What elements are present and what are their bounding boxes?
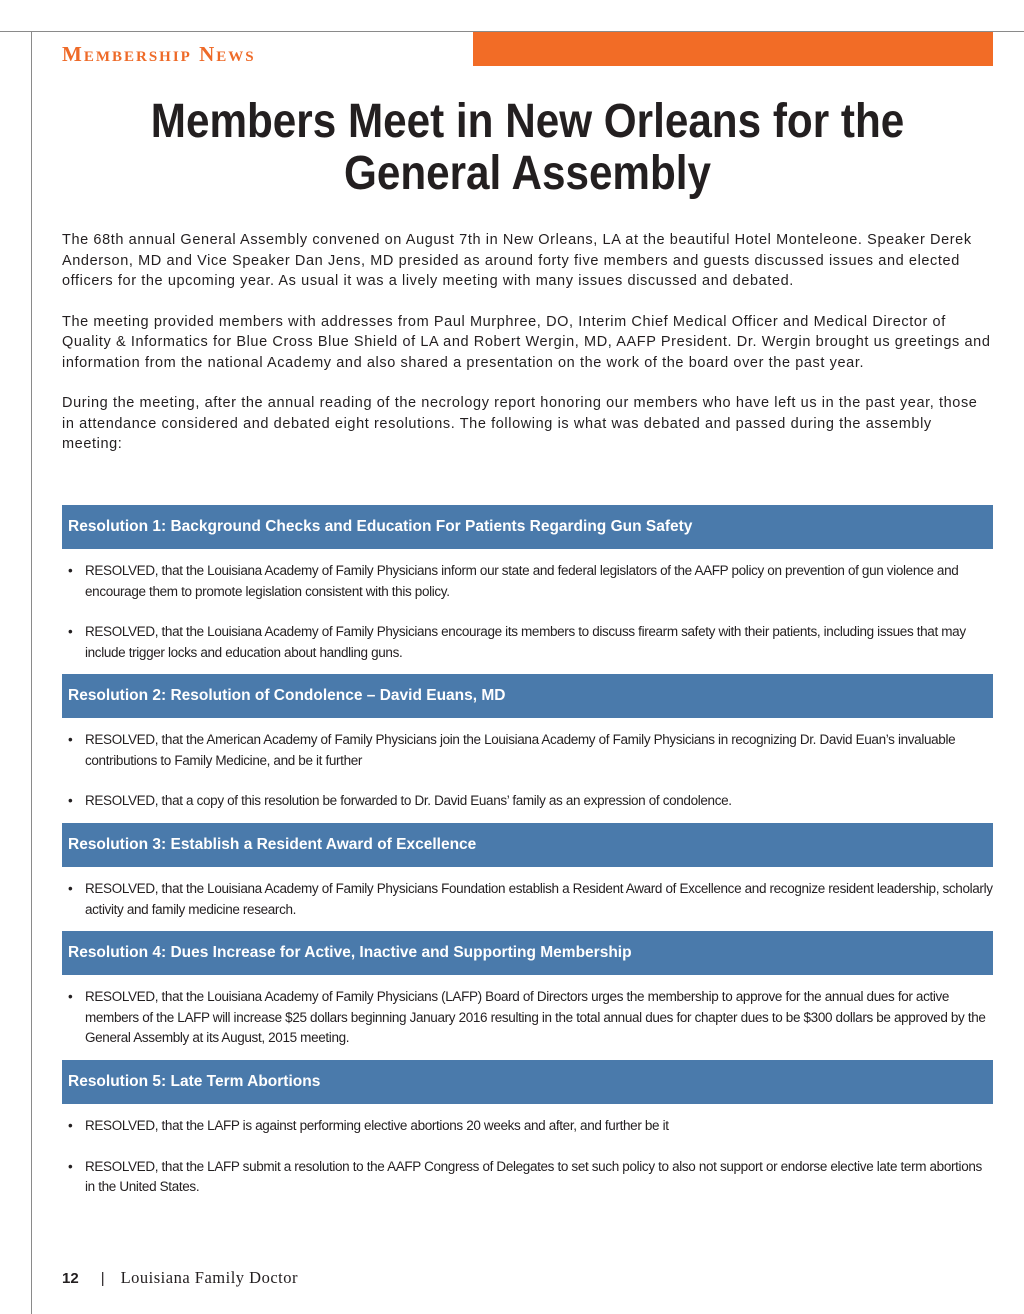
- resolution-5-header: Resolution 5: Late Term Abortions: [62, 1060, 993, 1104]
- bullet-icon: •: [68, 624, 73, 639]
- intro-paragraph-1: The 68th annual General Assembly convened on August 7th in New Orleans, LA at the beautiful Hotel Monteleone. Speaker Derek Anderson, MD and Vice Speaker Dan Jens, MD presided as around forty five members and guests discussed issues and elected officers for the upcoming year. As usual it was a lively meeting with many issues discussed and debated.: [62, 232, 972, 289]
- bullet-icon: •: [68, 1118, 73, 1133]
- article-title: Members Meet in New Orleans for the General Assembly: [150, 95, 905, 200]
- resolution-1-header: Resolution 1: Background Checks and Education For Patients Regarding Gun Safety: [62, 505, 993, 549]
- resolution-5-list: [62, 1116, 993, 1218]
- resolution-text: RESOLVED, that the LAFP submit a resolution to the AAFP Congress of Delegates to set such policy to also not support or endorse elective late term abortions in the United States.: [85, 1158, 982, 1194]
- bullet-icon: •: [68, 989, 73, 1004]
- accent-bar: [473, 32, 993, 66]
- section-label: Membership News: [62, 42, 256, 66]
- footer-separator: |: [100, 1269, 105, 1287]
- resolution-text: RESOLVED, that the Louisiana Academy of Family Physicians (LAFP) Board of Directors urges the membership to approve for the annual dues for active members of the LAFP will increase $25 dollars beginning January 2016 resulting in the total annual dues for chapter dues to be $300 dollars be approved by the General Assembly at its August, 2015 meeting.: [85, 989, 986, 1045]
- resolution-2-item-1: [62, 730, 993, 771]
- resolution-4-header: Resolution 4: Dues Increase for Active, Inactive and Supporting Membership: [62, 931, 993, 975]
- resolution-text: RESOLVED, that a copy of this resolution be forwarded to Dr. David Euans’ family as an expression of condolence.: [85, 793, 732, 808]
- bullet-icon: •: [68, 563, 73, 578]
- intro-paragraph-3: During the meeting, after the annual reading of the necrology report honoring our members who have left us in the past year, those in attendance considered and debated eight resolutions. The following is what was debated and passed during the assembly meeting:: [62, 395, 978, 452]
- page-number: 12: [62, 1269, 79, 1287]
- article-body: [62, 230, 993, 475]
- resolution-2-header: Resolution 2: Resolution of Condolence – David Euans, MD: [62, 674, 993, 718]
- resolution-text: RESOLVED, that the Louisiana Academy of Family Physicians inform our state and federal legislators of the AAFP policy on prevention of gun violence and encourage them to promote legislation consistent with this policy.: [85, 563, 959, 599]
- bullet-icon: •: [68, 793, 73, 808]
- resolution-3-header: Resolution 3: Establish a Resident Award of Excellence: [62, 823, 993, 867]
- bullet-icon: •: [68, 881, 73, 896]
- resolution-text: RESOLVED, that the LAFP is against performing elective abortions 20 weeks and after, and further be it: [85, 1118, 669, 1133]
- resolution-1-list: [62, 561, 993, 683]
- resolution-4-item-1: [62, 987, 993, 1049]
- left-rule: [31, 31, 32, 1314]
- resolution-text: RESOLVED, that the Louisiana Academy of Family Physicians encourage its members to discuss firearm safety with their patients, including issues that may include trigger locks and education about handling guns.: [85, 624, 966, 660]
- resolution-2-item-2: [62, 791, 993, 812]
- resolution-5-item-2: [62, 1157, 993, 1198]
- bullet-icon: •: [68, 732, 73, 747]
- magazine-name: Louisiana Family Doctor: [120, 1268, 298, 1287]
- resolution-4-list: [62, 987, 993, 1069]
- bullet-icon: •: [68, 1158, 73, 1174]
- resolution-2-list: [62, 730, 993, 832]
- resolution-3-item-1: [62, 879, 993, 920]
- resolution-text: RESOLVED, that the Louisiana Academy of Family Physicians Foundation establish a Resident Award of Excellence and recognize resident leadership, scholarly activity and family medicine research.: [85, 881, 993, 917]
- resolution-1-item-1: [62, 561, 993, 602]
- intro-paragraph-2: The meeting provided members with addresses from Paul Murphree, DO, Interim Chief Medical Officer and Medical Director of Quality & Informatics for Blue Cross Blue Shield of LA and Robert Wergin, MD, AAFP President. Dr. Wergin brought us greetings and information from the national Academy and also shared a presentation on the work of the board over the past year.: [62, 313, 991, 371]
- page-footer: [62, 1268, 298, 1288]
- resolution-1-item-2: [62, 622, 993, 663]
- resolution-5-item-1: [62, 1116, 993, 1137]
- resolution-text: RESOLVED, that the American Academy of Family Physicians join the Louisiana Academy of Family Physicians in recognizing Dr. David Euan’s invaluable contributions to Family Medicine, and be it further: [85, 732, 956, 768]
